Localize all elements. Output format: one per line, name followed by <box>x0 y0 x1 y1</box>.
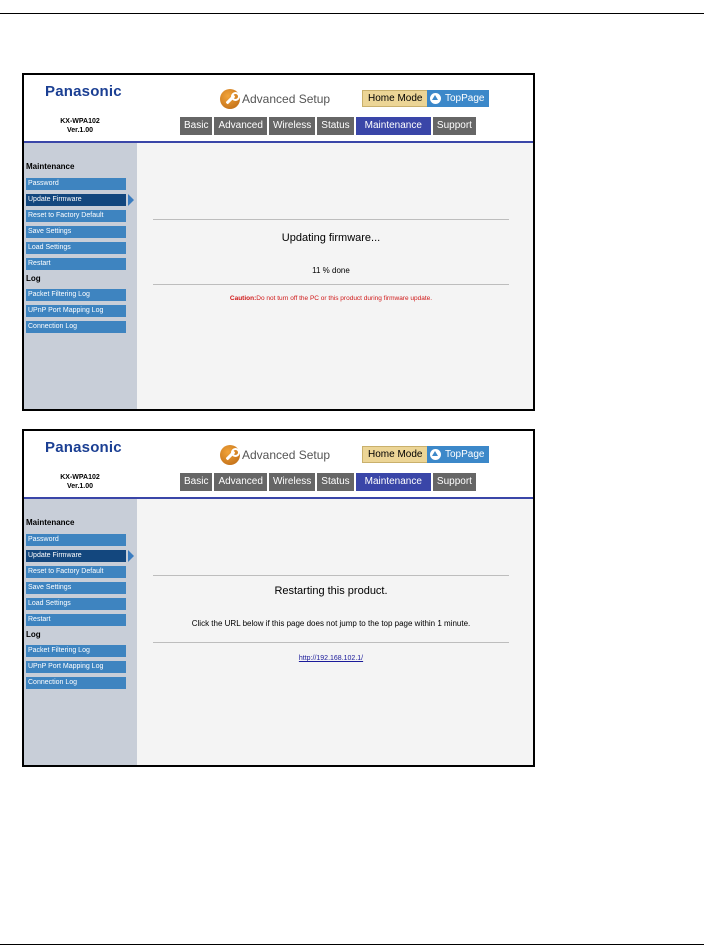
divider-top <box>153 219 509 220</box>
home-mode-button[interactable]: Home Mode <box>362 90 428 107</box>
tab-wireless[interactable]: Wireless <box>269 117 315 135</box>
progress-text: 11 % done <box>312 266 350 275</box>
top-page-label: TopPage <box>445 93 485 104</box>
sidebar-item-upnp-port-mapping-log[interactable]: UPnP Port Mapping Log <box>26 661 126 673</box>
wrench-icon <box>220 89 240 109</box>
advanced-setup-title <box>220 89 330 109</box>
tab-basic[interactable]: Basic <box>180 117 212 135</box>
sidebar-item-password[interactable]: Password <box>26 534 126 546</box>
sidebar-item-connection-log[interactable]: Connection Log <box>26 677 126 689</box>
firmware-version: Ver.1.00 <box>66 483 94 490</box>
caution-text: Do not turn off the PC or this product during firmware update. <box>256 295 433 302</box>
top-page-button[interactable] <box>427 90 489 107</box>
header <box>24 431 533 498</box>
sidebar-item-update-firmware[interactable]: Update Firmware <box>26 550 126 562</box>
sidebar-item-reset-factory-default[interactable]: Reset to Factory Default <box>26 210 126 222</box>
restart-message: Click the URL below if this page does not jump to the top page within 1 minute. <box>191 619 471 628</box>
sidebar-item-upnp-port-mapping-log[interactable]: UPnP Port Mapping Log <box>26 305 126 317</box>
up-arrow-icon <box>430 93 441 104</box>
sidebar-item-load-settings[interactable]: Load Settings <box>26 598 126 610</box>
divider-bottom <box>153 284 509 285</box>
caution-label: Caution: <box>229 295 257 302</box>
tab-status[interactable]: Status <box>317 117 353 135</box>
wrench-icon <box>220 445 240 465</box>
top-page-url-link[interactable]: http://192.168.102.1/ <box>298 655 364 662</box>
brand-logo: Panasonic <box>45 83 122 100</box>
up-arrow-icon <box>430 449 441 460</box>
sidebar <box>24 499 137 767</box>
model-name: KX-WPA102 <box>60 118 100 125</box>
sidebar-section-maintenance: Maintenance <box>26 518 75 527</box>
active-arrow-icon <box>128 194 134 206</box>
tab-wireless[interactable]: Wireless <box>269 473 315 491</box>
main-tabs <box>180 473 478 491</box>
sidebar-item-save-settings[interactable]: Save Settings <box>26 226 126 238</box>
tab-status[interactable]: Status <box>317 473 353 491</box>
advanced-setup-title <box>220 445 330 465</box>
sidebar-item-update-firmware[interactable]: Update Firmware <box>26 194 126 206</box>
divider-bottom <box>153 642 509 643</box>
model-info <box>52 117 108 135</box>
sidebar-section-log: Log <box>26 630 41 639</box>
sidebar-section-maintenance: Maintenance <box>26 162 75 171</box>
sidebar-item-save-settings[interactable]: Save Settings <box>26 582 126 594</box>
model-info <box>52 473 108 491</box>
tab-advanced[interactable]: Advanced <box>214 473 266 491</box>
advanced-setup-label: Advanced Setup <box>242 92 331 106</box>
tab-advanced[interactable]: Advanced <box>214 117 266 135</box>
page-top-rule <box>0 13 704 14</box>
top-page-label: TopPage <box>445 449 485 460</box>
sidebar-item-restart[interactable]: Restart <box>26 258 126 270</box>
main-content <box>137 143 533 411</box>
sidebar-item-reset-factory-default[interactable]: Reset to Factory Default <box>26 566 126 578</box>
model-name: KX-WPA102 <box>60 474 100 481</box>
brand-logo: Panasonic <box>45 439 122 456</box>
sidebar-item-packet-filtering-log[interactable]: Packet Filtering Log <box>26 645 126 657</box>
caution-message <box>153 295 509 302</box>
home-mode-button[interactable]: Home Mode <box>362 446 428 463</box>
tab-support[interactable]: Support <box>433 117 476 135</box>
top-page-button[interactable] <box>427 446 489 463</box>
sidebar-item-packet-filtering-log[interactable]: Packet Filtering Log <box>26 289 126 301</box>
tab-maintenance[interactable]: Maintenance <box>356 117 431 135</box>
active-arrow-icon <box>128 550 134 562</box>
tab-maintenance[interactable]: Maintenance <box>356 473 431 491</box>
screenshot-updating-firmware <box>22 73 535 411</box>
advanced-setup-label: Advanced Setup <box>242 448 331 462</box>
sidebar <box>24 143 137 411</box>
sidebar-item-restart[interactable]: Restart <box>26 614 126 626</box>
status-title: Restarting this product. <box>274 585 388 597</box>
sidebar-section-log: Log <box>26 274 41 283</box>
status-title: Updating firmware... <box>281 232 381 244</box>
sidebar-item-load-settings[interactable]: Load Settings <box>26 242 126 254</box>
header <box>24 75 533 142</box>
screenshot-restarting-product <box>22 429 535 767</box>
main-content <box>137 499 533 767</box>
page-bottom-rule <box>0 944 704 945</box>
divider-top <box>153 575 509 576</box>
firmware-version: Ver.1.00 <box>66 127 94 134</box>
tab-basic[interactable]: Basic <box>180 473 212 491</box>
sidebar-item-password[interactable]: Password <box>26 178 126 190</box>
sidebar-item-connection-log[interactable]: Connection Log <box>26 321 126 333</box>
tab-support[interactable]: Support <box>433 473 476 491</box>
main-tabs <box>180 117 478 135</box>
